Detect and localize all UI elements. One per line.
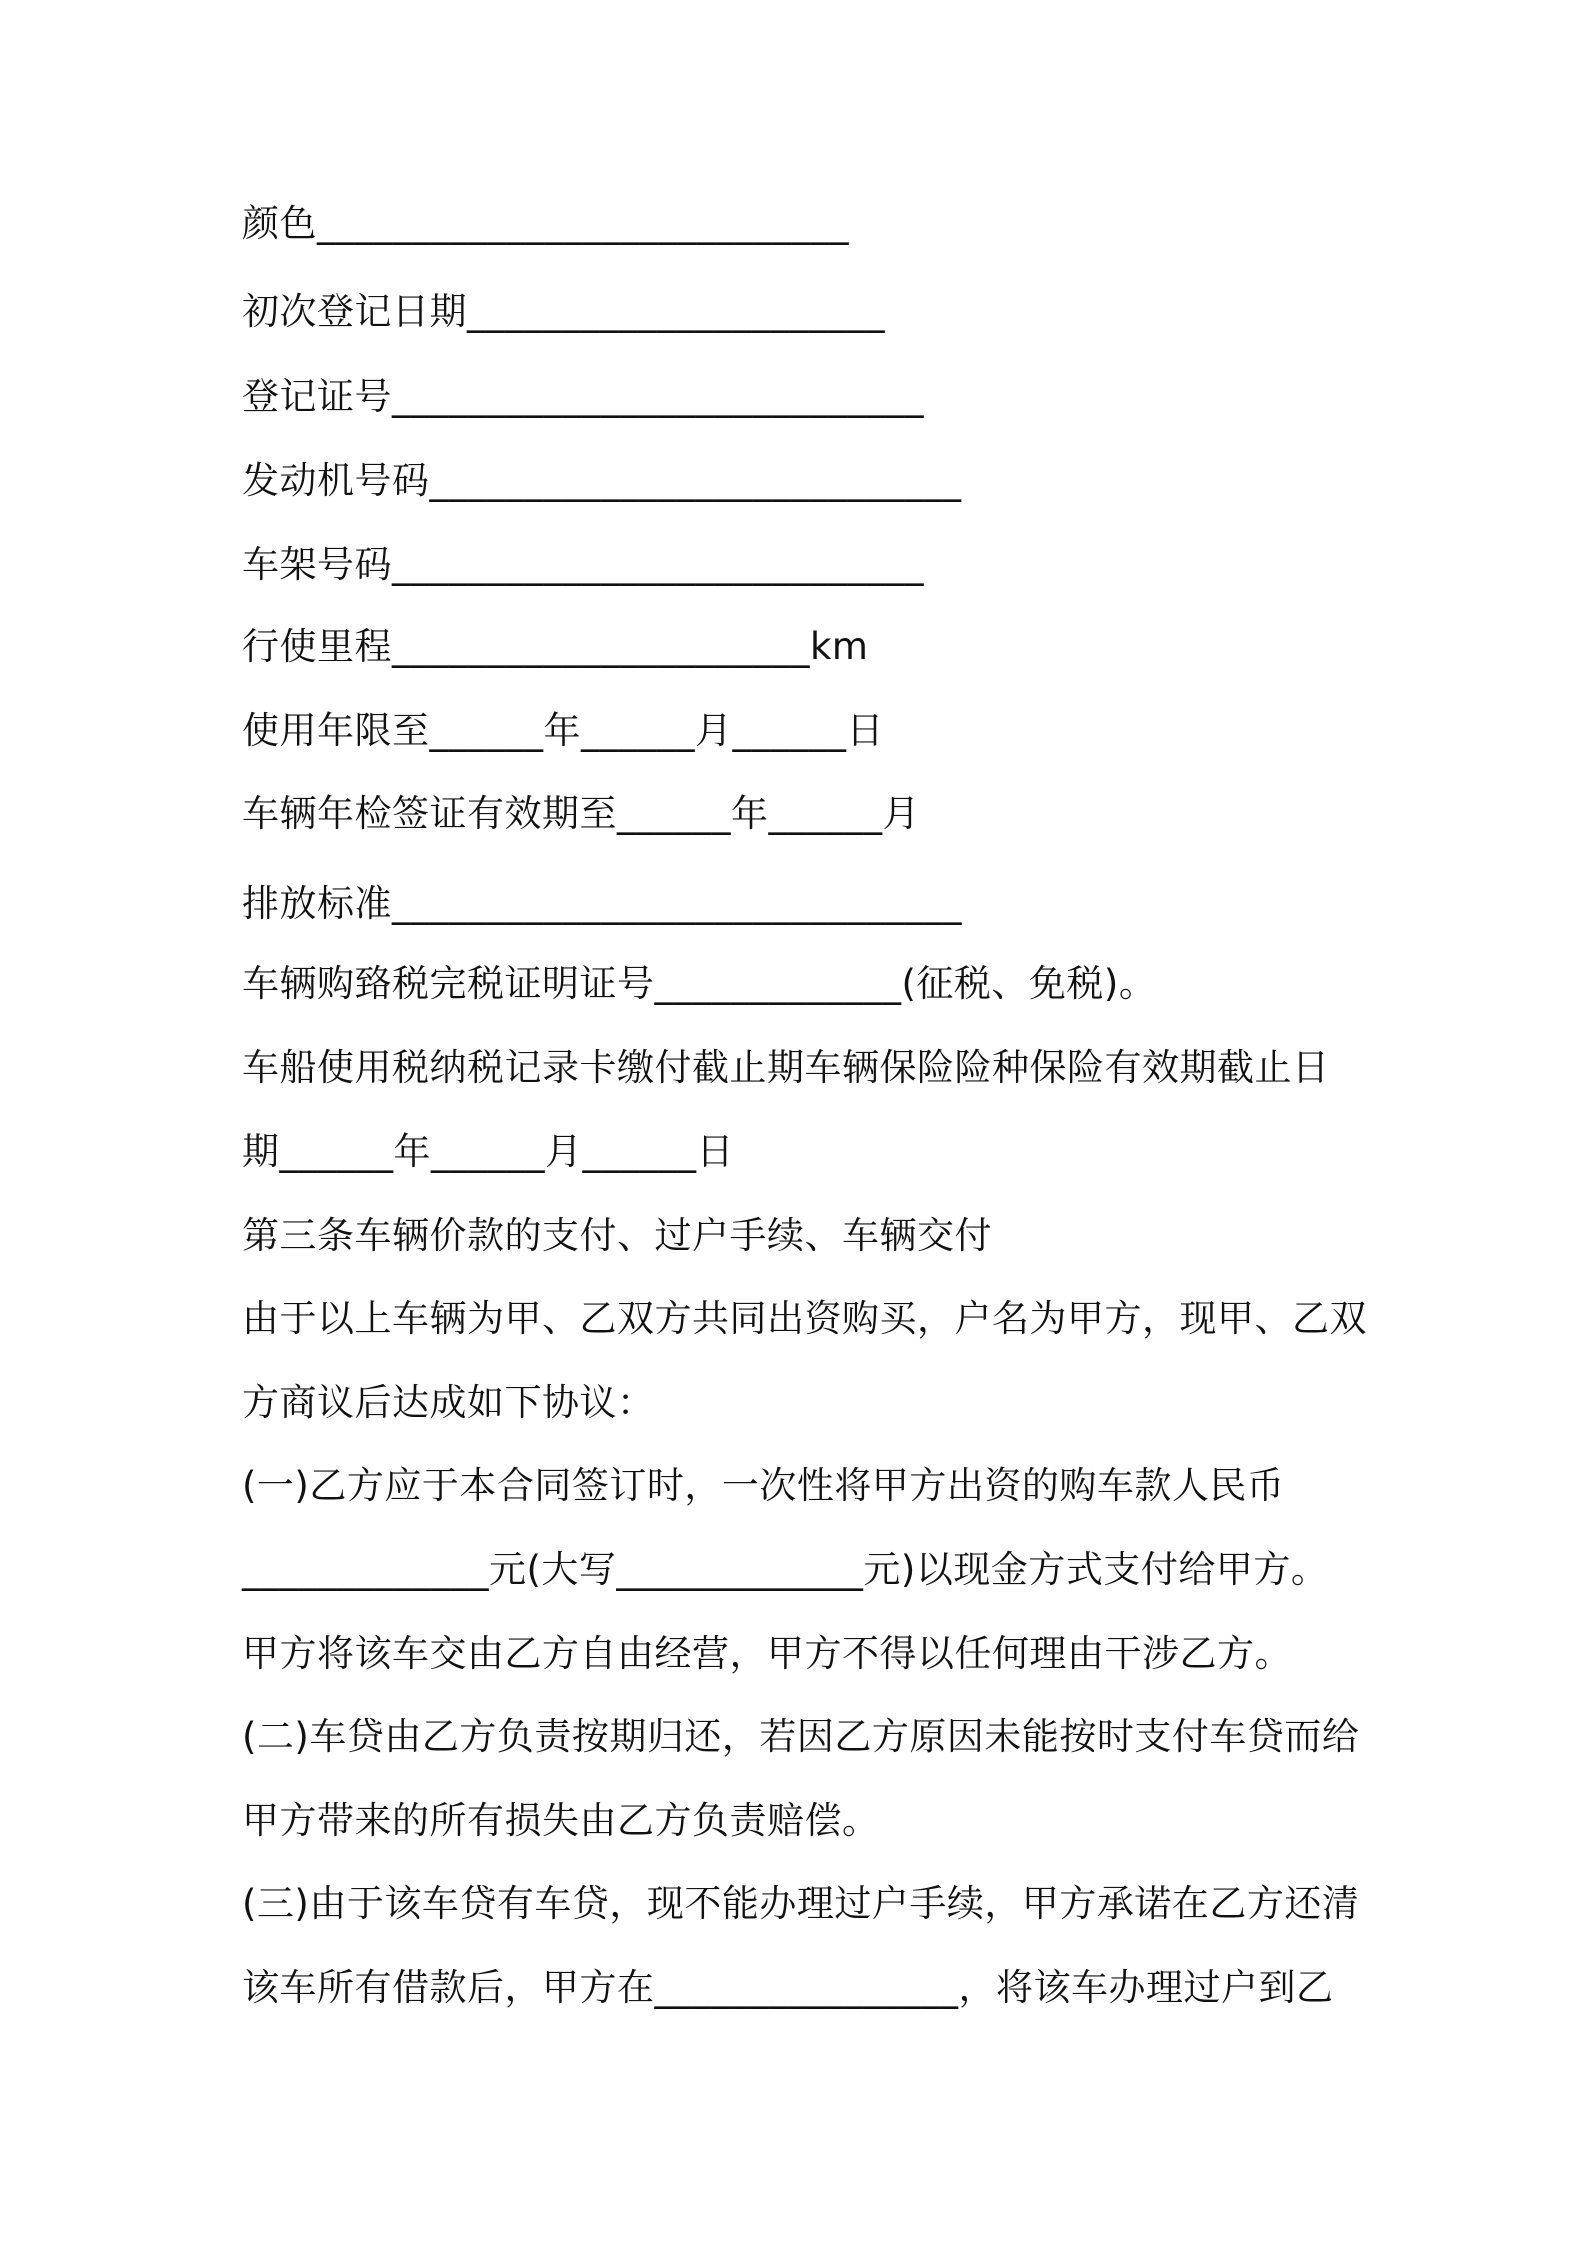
field-first-registration-date: 初次登记日期______________________ (242, 290, 885, 333)
field-emission-standard: 排放标准______________________________ (242, 882, 962, 925)
field-mileage: 行使里程______________________km (242, 625, 869, 668)
paragraph-vehicle-tax-insurance: 车船使用税纳税记录卡缴付截止期车辆保险险种保险有效期截止日 (242, 1046, 1330, 1089)
clause-three-cont: 该车所有借款后，甲方在________________，将该车办理过户到乙 (242, 1966, 1334, 2009)
field-purchase-tax-certificate: 车辆购臵税完税证明证号_____________(征税、免税)。 (242, 962, 1157, 1005)
field-frame-number: 车架号码____________________________ (242, 543, 924, 586)
clause-three: (三)由于该车贷有车贷，现不能办理过户手续，甲方承诺在乙方还清 (242, 1882, 1360, 1925)
clause-one-cont-2: 甲方将该车交由乙方自由经营，甲方不得以任何理由干涉乙方。 (242, 1632, 1292, 1675)
paragraph-intro: 由于以上车辆为甲、乙双方共同出资购买，户名为甲方，现甲、乙双 (242, 1297, 1367, 1340)
clause-two-cont: 甲方带来的所有损失由乙方负责赔偿。 (242, 1799, 880, 1842)
field-color: 颜色____________________________ (242, 202, 849, 245)
field-registration-certificate-number: 登记证号____________________________ (242, 375, 924, 418)
field-service-life-until: 使用年限至______年______月______日 (242, 709, 884, 752)
field-annual-inspection-valid-until: 车辆年检签证有效期至______年______月 (242, 792, 920, 835)
clause-one: (一)乙方应于本合同签订时，一次性将甲方出资的购车款人民币 (242, 1464, 1285, 1507)
paragraph-vehicle-tax-insurance-cont: 期______年______月______日 (242, 1130, 734, 1173)
clause-one-cont: _____________元(大写_____________元)以现金方式支付给甲方。 (242, 1548, 1329, 1591)
article-three-heading: 第三条车辆价款的支付、过户手续、车辆交付 (242, 1214, 992, 1257)
paragraph-intro-cont: 方商议后达成如下协议： (242, 1381, 655, 1424)
clause-two: (二)车贷由乙方负责按期归还，若因乙方原因未能按时支付车贷而给 (242, 1715, 1360, 1758)
field-engine-number: 发动机号码____________________________ (242, 459, 962, 502)
